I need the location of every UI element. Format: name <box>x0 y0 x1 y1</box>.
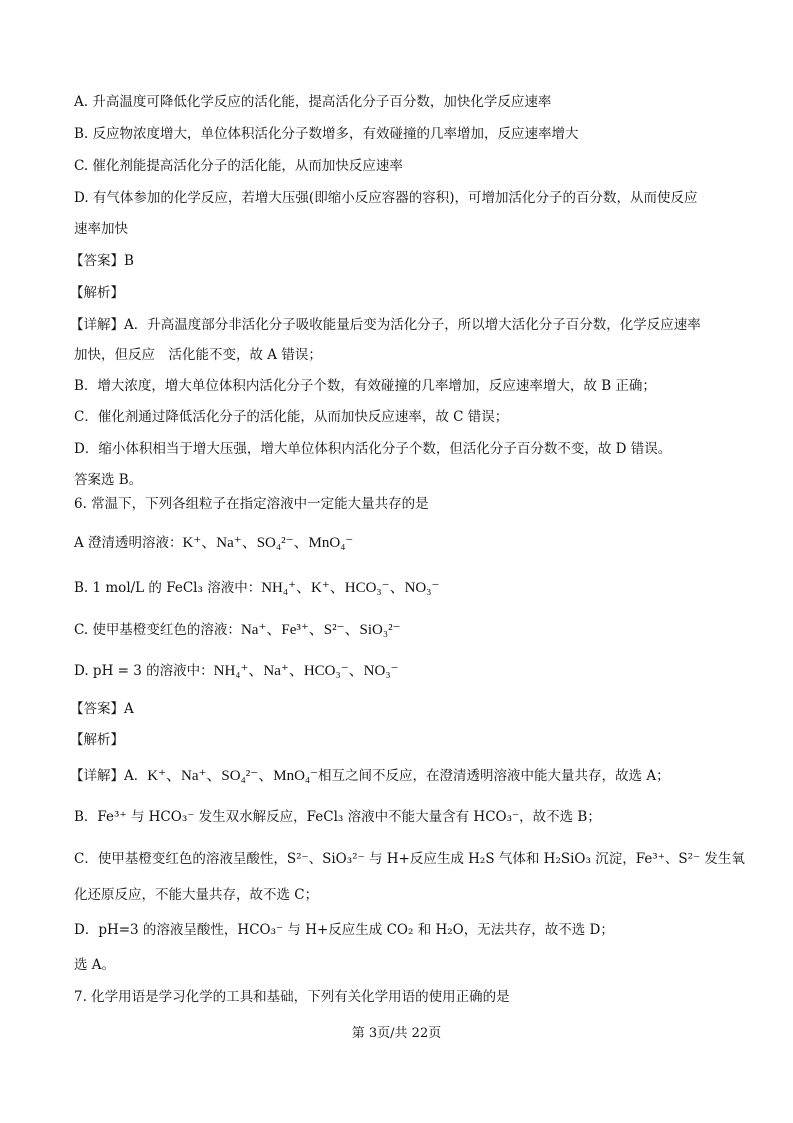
q5-conclusion: 答案选 B。 <box>74 472 143 488</box>
q5-detail-line1: 【详解】A．升高温度部分非活化分子吸收能量后变为活化分子，所以增大活化分子百分数，化学反应速率 <box>70 317 701 333</box>
q6-detail-line5: D．pH=3 的溶液呈酸性，HCO₃⁻ 与 H+反应生成 CO₂ 和 H₂O，无法共存，故不选 D； <box>74 922 614 938</box>
option-ions: NH₄⁺、K⁺、HCO₃⁻、NO₃⁻ <box>261 580 440 596</box>
option-prefix: A 澄清透明溶液： <box>74 535 183 551</box>
q5-option-d-line2: 速率加快 <box>74 221 128 237</box>
option-prefix: C. 使甲基橙变红色的溶液： <box>74 622 241 638</box>
q5-detail-line2: 加快，但反应 活化能不变，故 A 错误； <box>74 347 322 363</box>
q5-detail-line5: D．缩小体积相当于增大压强，增大单位体积内活化分子个数，但活化分子百分数不变，故 D 错误。 <box>74 441 672 457</box>
q6-option-c <box>74 620 401 640</box>
q6-option-b <box>74 578 439 598</box>
answer-label: 【答案】 <box>70 701 124 717</box>
q5-analysis-label: 【解析】 <box>70 285 124 301</box>
q5-answer <box>70 251 134 271</box>
option-ions: Na⁺、Fe³⁺、S²⁻、SiO₃²⁻ <box>240 622 401 638</box>
option-ions: NH₄⁺、Na⁺、HCO₃⁻、NO₃⁻ <box>213 663 399 679</box>
q7-stem: 7. 化学用语是学习化学的工具和基础，下列有关化学用语的使用正确的是 <box>74 989 510 1005</box>
q6-analysis-label: 【解析】 <box>70 732 124 748</box>
q6-detail-line1: 【详解】A．K⁺、Na⁺、SO₄²⁻、MnO₄⁻相互之间不反应，在澄清透明溶液中能大量共存，故选 A； <box>70 768 670 784</box>
q5-detail-line4: C．催化剂通过降低活化分子的活化能，从而加快反应速率，故 C 错误； <box>74 409 509 425</box>
q6-option-a <box>74 533 353 553</box>
q6-detail-line3: C．使甲基橙变红色的溶液呈酸性，S²⁻、SiO₃²⁻ 与 H+反应生成 H₂S 气体和 H₂SiO₃ 沉淀，Fe³⁺、S²⁻ 发生氧 <box>74 851 745 867</box>
page-footer: 第 3页/共 22页 <box>351 1026 442 1041</box>
answer-value: B <box>124 253 134 269</box>
q6-detail-line4: 化还原反应，不能大量共存，故不选 C； <box>74 887 319 903</box>
q6-stem: 6. 常温下，下列各组粒子在指定溶液中一定能大量共存的是 <box>74 496 429 512</box>
q5-option-a: A. 升高温度可降低化学反应的活化能，提高活化分子百分数，加快化学反应速率 <box>74 94 552 110</box>
q6-answer <box>70 699 134 719</box>
option-prefix: D. pH = 3 的溶液中： <box>74 663 214 679</box>
q6-detail-line2: B．Fe³⁺ 与 HCO₃⁻ 发生双水解反应，FeCl₃ 溶液中不能大量含有 HCO₃⁻，故不选 B； <box>74 809 601 825</box>
q5-option-d-line1: D. 有气体参加的化学反应，若增大压强(即缩小反应容器的容积)，可增加活化分子的百分数，从而使反应 <box>74 190 698 206</box>
option-ions: K⁺、Na⁺、SO₄²⁻、MnO₄⁻ <box>182 535 354 551</box>
q6-conclusion: 选 A。 <box>74 957 116 973</box>
option-prefix: B. 1 mol/L 的 FeCl₃ 溶液中： <box>74 580 262 596</box>
q6-option-d <box>74 661 398 681</box>
answer-value: A <box>124 701 134 717</box>
q5-option-b: B. 反应物浓度增大，单位体积活化分子数增多，有效碰撞的几率增加，反应速率增大 <box>74 126 579 142</box>
answer-label: 【答案】 <box>70 253 124 269</box>
q5-option-c: C. 催化剂能提高活化分子的活化能，从而加快反应速率 <box>74 158 403 174</box>
q5-detail-line3: B．增大浓度，增大单位体积内活化分子个数，有效碰撞的几率增加，反应速率增大，故 B 正确； <box>74 378 656 394</box>
